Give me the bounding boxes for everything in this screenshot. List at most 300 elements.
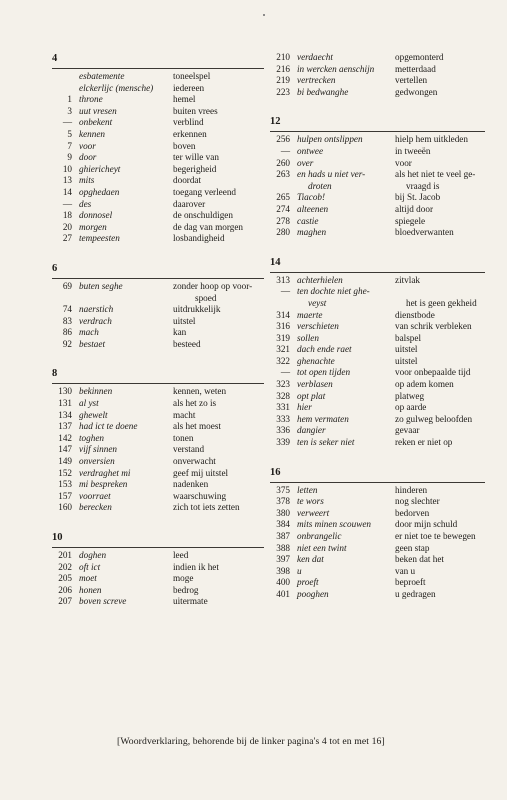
line-number: 27 [62, 233, 72, 244]
translation: de dag van morgen [173, 221, 243, 232]
line-number: 321 [276, 344, 290, 355]
translation: voor [395, 157, 412, 168]
translation: van schrik verbleken [395, 321, 472, 332]
translation: iedereen [173, 82, 205, 93]
glossary-row [52, 129, 264, 141]
glossary-row [52, 187, 264, 199]
line-number: 333 [276, 413, 290, 424]
line-number: 219 [276, 75, 290, 86]
term: opt plat [297, 390, 326, 401]
term: ghewelt [79, 409, 108, 420]
glossary-row [270, 298, 485, 310]
term: donnosel [79, 210, 113, 221]
line-number: 142 [58, 432, 72, 443]
glossary-row [270, 310, 485, 322]
glossary-row [270, 192, 485, 204]
translation: zonder hoop op voor- [173, 280, 253, 291]
line-number: 3 [67, 105, 72, 116]
term: proeft [297, 577, 319, 588]
term: maghen [297, 227, 327, 238]
section-number: 12 [270, 115, 485, 132]
line-number: 83 [62, 315, 72, 326]
line-number: 280 [276, 227, 290, 238]
glossary-row [52, 152, 264, 164]
translation: hemel [173, 94, 196, 105]
line-number: 9 [67, 152, 72, 163]
term: esbatemente [79, 71, 125, 81]
glossary-row [270, 519, 485, 531]
glossary-row [52, 293, 264, 305]
glossary-section [52, 52, 264, 245]
line-number [52, 293, 79, 305]
translation: losbandigheid [173, 233, 225, 244]
glossary-row [52, 456, 264, 468]
glossary-row [52, 316, 264, 328]
translation: vraagd is [406, 180, 440, 191]
translation: bedrog [173, 584, 199, 595]
line-number [52, 71, 79, 83]
term: in wercken aenschijn [297, 63, 375, 74]
term: verdraghet mi [79, 467, 131, 478]
term [79, 293, 184, 305]
term: ghenachte [297, 355, 335, 366]
glossary-row [52, 222, 264, 234]
translation: ter wille van [173, 152, 219, 163]
glossary-row [270, 437, 485, 449]
glossary-section [52, 531, 264, 608]
glossary-row [270, 52, 485, 64]
glossary-row [52, 339, 264, 351]
translation: toneelspel [173, 71, 211, 81]
page-mark [263, 14, 265, 16]
term: onbrangelic [297, 531, 342, 541]
glossary-row [270, 321, 485, 333]
glossary-row [270, 216, 485, 228]
term: achterhielen [297, 274, 343, 285]
translation: waarschuwing [173, 490, 227, 501]
term: toghen [79, 432, 105, 443]
line-number: 137 [58, 421, 72, 432]
glossary-row [52, 433, 264, 445]
translation: uitstel [395, 355, 418, 366]
glossary-row [52, 304, 264, 316]
term: uut vresen [79, 105, 117, 116]
term: had ict te doene [79, 421, 138, 432]
line-number: 14 [62, 186, 72, 197]
glossary-row [52, 444, 264, 456]
translation: buiten vrees [173, 105, 218, 116]
term: over [297, 157, 314, 168]
term: elckerlijc (mensche) [79, 82, 154, 93]
glossary-row [52, 398, 264, 410]
translation: dienstbode [395, 309, 435, 320]
glossary-row [270, 204, 485, 216]
glossary-row [270, 577, 485, 589]
translation: nadenken [173, 479, 209, 490]
term: dangier [297, 425, 326, 436]
line-number: 216 [276, 63, 290, 74]
term: sollen [297, 332, 319, 343]
glossary-row [52, 210, 264, 222]
translation: begerigheid [173, 163, 217, 174]
term: onbekent [79, 117, 113, 128]
line-number: 319 [276, 332, 290, 343]
line-number: 316 [276, 321, 290, 332]
term: verweert [297, 507, 330, 518]
caption: [Woordverklaring, behorende bij de linker pagina's 4 tot en met 16] [117, 736, 385, 747]
term: bi bedwanghe [297, 86, 349, 97]
translation: verstand [173, 444, 205, 455]
line-number: 152 [58, 467, 72, 478]
term: oft ict [79, 561, 101, 572]
translation: toegang verleend [173, 186, 237, 197]
term: des [79, 198, 92, 209]
translation: bedorven [395, 507, 430, 518]
term: tempeesten [79, 233, 120, 244]
glossary-row [270, 367, 485, 379]
term: tot open tijden [297, 367, 351, 378]
line-number: 274 [276, 203, 290, 214]
translation: geen stap [395, 542, 430, 553]
translation: daarover [173, 198, 206, 209]
glossary-row [52, 596, 264, 608]
translation: door mijn schuld [395, 519, 458, 530]
glossary-row [270, 356, 485, 368]
glossary-row [52, 83, 264, 95]
glossary-row [270, 543, 485, 555]
glossary-row [52, 502, 264, 514]
line-number: 86 [62, 327, 72, 338]
translation: leed [173, 550, 189, 560]
line-number: 7 [67, 140, 72, 151]
glossary-row [270, 391, 485, 403]
line-number: 378 [276, 496, 290, 507]
term: boven screve [79, 596, 127, 607]
translation: gevaar [395, 425, 420, 436]
glossary-row [52, 199, 264, 211]
term: morgen [79, 221, 107, 232]
glossary-row [270, 554, 485, 566]
translation: u gedragen [395, 588, 436, 599]
line-number: 328 [276, 390, 290, 401]
translation: altijd door [395, 203, 434, 214]
term: doghen [79, 550, 107, 560]
term: bekinnen [79, 386, 113, 397]
line-number: 205 [58, 573, 72, 584]
section-number: 16 [270, 466, 485, 483]
term: opghedaen [79, 186, 120, 197]
term: maerte [297, 309, 323, 320]
term: ten dochte niet ghe- [297, 286, 370, 297]
line-number: 69 [62, 280, 72, 291]
line-number: — [280, 145, 290, 156]
line-number: 20 [62, 221, 72, 232]
glossary-row [270, 402, 485, 414]
glossary-row [270, 425, 485, 437]
glossary-row [52, 585, 264, 597]
line-number: 256 [276, 134, 290, 145]
line-number: — [62, 117, 72, 128]
line-number: 384 [276, 519, 290, 530]
glossary-row [52, 468, 264, 480]
translation: nog slechter [395, 496, 440, 507]
line-number: 130 [58, 386, 72, 397]
term: Tiacob! [297, 192, 326, 203]
line-number: 313 [276, 274, 290, 285]
term: en hads u niet ver- [297, 169, 366, 180]
term: veyst [308, 297, 327, 308]
term: bestaet [79, 338, 106, 349]
term: onversien [79, 456, 115, 467]
translation: hielp hem uitkleden [395, 134, 468, 145]
term: pooghen [297, 588, 329, 599]
translation: zo gulweg beloofden [395, 413, 473, 424]
glossary-section [270, 115, 485, 238]
translation: zich tot iets zetten [173, 502, 240, 513]
line-number: 1 [67, 94, 72, 105]
term: ghiericheyt [79, 163, 121, 174]
line-number: 223 [276, 86, 290, 97]
line-number: 331 [276, 402, 290, 413]
glossary-row [270, 146, 485, 158]
term: verdrach [79, 315, 112, 326]
line-number: 397 [276, 554, 290, 565]
glossary-row [52, 491, 264, 503]
translation [395, 286, 485, 298]
translation: als het niet te veel ge- [395, 169, 476, 180]
line-number [270, 298, 297, 310]
line-number: 147 [58, 444, 72, 455]
translation: beken dat het [395, 554, 444, 565]
line-number: 375 [276, 484, 290, 495]
glossary-row [270, 169, 485, 181]
glossary-row [52, 573, 264, 585]
term: mits minen scouwen [297, 519, 372, 530]
glossary-section [270, 256, 485, 449]
term: berecken [79, 502, 112, 513]
term: throne [79, 94, 103, 105]
line-number: 339 [276, 437, 290, 448]
glossary-row [52, 386, 264, 398]
glossary-row [270, 227, 485, 239]
line-number: 265 [276, 192, 290, 203]
section-number: 8 [52, 367, 264, 384]
translation: metterdaad [395, 63, 436, 74]
line-number: 263 [276, 169, 290, 180]
line-number: 92 [62, 338, 72, 349]
glossary-row [52, 164, 264, 176]
translation: zitvlak [395, 274, 421, 285]
line-number: 401 [276, 588, 290, 599]
term: u [297, 565, 302, 576]
term: kennen [79, 128, 106, 139]
glossary-section [270, 52, 485, 98]
translation: voor onbepaalde tijd [395, 367, 471, 378]
translation: platweg [395, 390, 425, 401]
left-column [52, 52, 264, 625]
glossary-row [270, 566, 485, 578]
glossary-row [52, 117, 264, 129]
translation: als het zo is [173, 398, 217, 409]
translation: boven [173, 140, 196, 151]
line-number: 260 [276, 157, 290, 168]
line-number: — [280, 286, 290, 297]
term: niet een twint [297, 542, 347, 553]
translation: uitermate [173, 596, 208, 607]
line-number: 18 [62, 210, 72, 221]
term: al yst [79, 398, 99, 409]
glossary-row [270, 286, 485, 298]
glossary-row [52, 281, 264, 293]
glossary-row [270, 531, 485, 543]
term: vertrecken [297, 75, 336, 86]
glossary-row [52, 94, 264, 106]
right-column [270, 52, 485, 618]
translation: bij St. Jacob [395, 192, 441, 203]
glossary-row [52, 421, 264, 433]
term: door [79, 152, 97, 163]
term: honen [79, 584, 102, 595]
translation: uitstel [173, 315, 196, 326]
line-number: 278 [276, 215, 290, 226]
line-number: 153 [58, 479, 72, 490]
line-number: 387 [276, 531, 290, 541]
term: ontwee [297, 145, 324, 156]
translation: de onschuldigen [173, 210, 233, 221]
line-number: 10 [62, 163, 72, 174]
line-number [52, 83, 79, 95]
translation: uitdrukkelijk [173, 304, 221, 315]
translation: moge [173, 573, 194, 584]
line-number: 314 [276, 309, 290, 320]
line-number: 5 [67, 128, 72, 139]
glossary-row [270, 158, 485, 170]
glossary-section [52, 262, 264, 351]
line-number: 336 [276, 425, 290, 436]
glossary-row [270, 181, 485, 193]
glossary-row [52, 550, 264, 562]
translation: vertellen [395, 75, 428, 86]
term: hulpen ontslippen [297, 134, 363, 145]
section-number: 10 [52, 531, 264, 548]
translation: macht [173, 409, 196, 420]
line-number: 131 [58, 398, 72, 409]
glossary-row [270, 134, 485, 146]
translation: besteed [173, 338, 201, 349]
translation: erkennen [173, 128, 207, 139]
glossary-row [270, 87, 485, 99]
glossary-row [270, 414, 485, 426]
section-number: 4 [52, 52, 264, 69]
section-number: 6 [52, 262, 264, 279]
glossary-row [270, 64, 485, 76]
translation: onverwacht [173, 456, 216, 467]
translation: spoed [195, 292, 217, 303]
glossary-row [52, 562, 264, 574]
line-number: 388 [276, 542, 290, 553]
term: moet [79, 573, 97, 584]
line-number: 210 [276, 52, 290, 62]
term: voorraet [79, 490, 111, 501]
translation: op aarde [395, 402, 427, 413]
glossary-row [270, 508, 485, 520]
term: mits [79, 175, 95, 186]
glossary-row [270, 333, 485, 345]
line-number: 149 [58, 456, 72, 467]
term: alteenen [297, 203, 329, 214]
term: ten is seker niet [297, 437, 355, 448]
line-number: 13 [62, 175, 72, 186]
glossary-row [270, 485, 485, 497]
glossary-row [270, 379, 485, 391]
term: castie [297, 215, 319, 226]
glossary-row [52, 71, 264, 83]
glossary-row [270, 496, 485, 508]
line-number: — [280, 367, 290, 378]
line-number [270, 181, 297, 193]
glossary-row [52, 410, 264, 422]
line-number: 380 [276, 507, 290, 518]
line-number: — [62, 198, 72, 209]
line-number: 323 [276, 379, 290, 390]
term: hier [297, 402, 312, 413]
line-number: 322 [276, 355, 290, 366]
line-number: 160 [58, 502, 72, 513]
line-number: 206 [58, 584, 72, 595]
glossary-row [52, 327, 264, 339]
translation: er niet toe te bewegen [395, 531, 476, 541]
translation: gedwongen [395, 86, 438, 97]
glossary-row [52, 175, 264, 187]
line-number: 398 [276, 565, 290, 576]
translation: in tweeën [395, 145, 431, 156]
term: verdaecht [297, 52, 333, 62]
translation: als het moest [173, 421, 221, 432]
translation: geef mij uitstel [173, 467, 229, 478]
term: vijf sinnen [79, 444, 118, 455]
line-number: 202 [58, 561, 72, 572]
term: verschieten [297, 321, 339, 332]
glossary-row [270, 75, 485, 87]
translation: reken er niet op [395, 437, 453, 448]
term: ken dat [297, 554, 324, 565]
translation: beproeft [395, 577, 426, 588]
translation: tonen [173, 432, 194, 443]
translation: indien ik het [173, 561, 219, 572]
translation: spiegele [395, 215, 426, 226]
line-number: 201 [58, 550, 72, 560]
term: mi bespreken [79, 479, 128, 490]
glossary-section [270, 466, 485, 601]
glossary-row [52, 233, 264, 245]
glossary-row [270, 344, 485, 356]
term: verblasen [297, 379, 333, 390]
translation: kennen, weten [173, 386, 227, 397]
translation: hinderen [395, 484, 428, 495]
translation: uitstel [395, 344, 418, 355]
term: buten seghe [79, 280, 123, 291]
glossary-row [52, 479, 264, 491]
translation: doordat [173, 175, 202, 186]
translation: op adem komen [395, 379, 454, 390]
glossary-row [52, 141, 264, 153]
term: hem vermaten [297, 413, 349, 424]
glossary-section [52, 367, 264, 514]
line-number: 134 [58, 409, 72, 420]
translation: verblind [173, 117, 204, 128]
line-number: 74 [62, 304, 72, 315]
term: naerstich [79, 304, 114, 315]
